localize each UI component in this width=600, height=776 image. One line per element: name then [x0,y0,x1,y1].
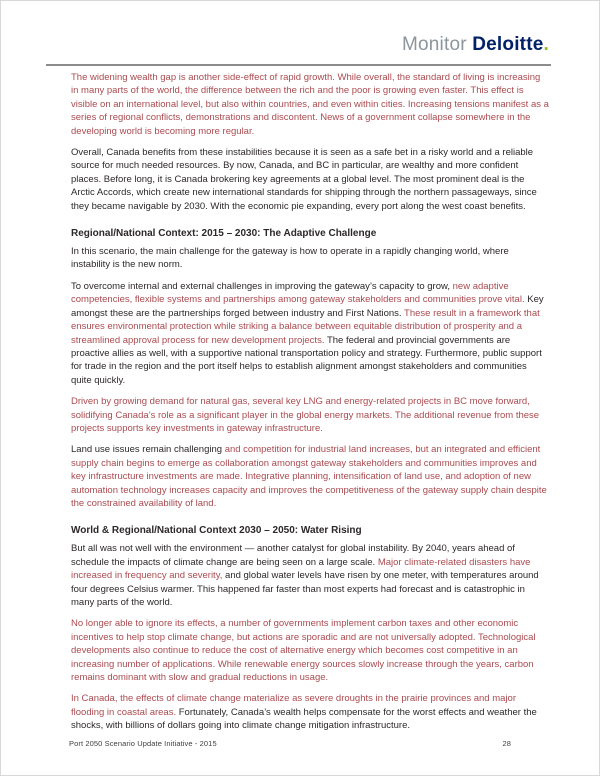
page-number: 28 [502,739,511,748]
paragraph [71,443,549,510]
page-footer [69,739,511,748]
footer-title: Port 2050 Scenario Update Initiative - 2015 [69,739,217,748]
paragraph [71,245,549,272]
body-text: In this scenario, the main challenge for the gateway is how to operate in a rapidly changing world, where instability is the new norm. [71,246,509,271]
paragraph [71,617,549,684]
document-body [71,71,549,741]
highlighted-text: No longer able to ignore its effects, a number of governments implement carbon taxes and other economic incentives to help stop climate change, but actions are sporadic and are not universally adopted. Technological developments also continue to reduce the cost of alternative energy which becomes cost competitive in an increasing number of applications. While renewable energy sources slowly increase through the years, carbon remains dominant with slow and gradual reductions in usage. [71,618,536,684]
highlighted-text: new adaptive competencies, flexible systems and partnerships among gateway stakeholders and communities prove vital. [71,280,528,306]
highlighted-text: Major climate-related disasters have increased in frequency and severity, [71,556,531,582]
logo-deloitte-text: Deloitte [472,34,544,55]
paragraph [71,542,549,609]
highlighted-text: and competition for industrial land increases, but an integrated and efficient supply chain begins to emerge as collaboration amongst gateway stakeholders and communities improves and key infrastructure investments are made. Integrative planning, intensification of land use, and adoption of new automation technology increases capacity and improves the competitiveness of the gateway supply chain despite the constrained availability of land. [71,444,547,509]
section-heading: World & Regional/National Context 2030 – 2050: Water Rising [71,525,362,537]
body-text: Fortunately, Canada’s wealth helps compensate for the worst effects and weather the shocks, with billions of dollars going into climate change mitigation infrastructure. [71,706,537,732]
logo-monitor-text: Monitor [402,34,473,55]
page-header [1,1,599,65]
paragraph [71,280,549,387]
section-heading: Regional/National Context: 2015 – 2030: The Adaptive Challenge [71,228,377,240]
monitor-deloitte-logo [402,34,549,56]
paragraph [71,146,549,213]
body-text: To overcome internal and external challenges in improving the gateway’s capacity to grow, [71,280,453,292]
highlighted-text: These result in a framework that ensures environmental protection while striking a balance between equitable distribution of prosperity and a streamlined approval process for new development projects. [71,307,540,346]
body-text: Land use issues remain challenging [71,444,225,456]
paragraph [71,395,549,435]
body-text: Key amongst these are the partnerships forged between industry and First Nations. [71,294,544,319]
logo-green-dot: . [543,34,549,55]
highlighted-text: In Canada, the effects of climate change materialize as severe droughts in the prairie provinces and major flooding in coastal areas. [71,693,516,718]
highlighted-text: Driven by growing demand for natural gas, several key LNG and energy-related projects in BC move forward, solidifying Canada’s role as a significant player in the global energy markets. The additional revenue from these projects supports key investments in gateway infrastructure. [71,396,540,434]
body-text: and global water levels have risen by one meter, with temperatures around four degrees Celsius warmer. This happened far faster than most experts had forecast and is catastrophic in many parts of the world. [71,570,539,608]
paragraph [71,71,549,138]
highlighted-text: The widening wealth gap is another side-effect of rapid growth. While overall, the standard of living is increasing in many parts of the world, the difference between the rich and the poor is growing even faster. This effect is visible on an international level, but also within countries, and even within cities. Increasing tensions manifest as a series of regional conflicts, demonstrations and discontent. News of a government collapse somewhere in the developing world is becoming more regular. [71,72,549,137]
body-text: But all was not well with the environment — another catalyst for global instability. By 2040, years ahead of schedule the impacts of climate change are being seen on a large scale. [71,543,515,568]
paragraph [71,692,549,732]
header-divider [46,64,551,66]
body-text: The federal and provincial governments are proactive allies as well, with a supportive national transportation policy and strategy. Furthermore, public support for trade in the region and the port itself helps to establish alignment amongst stakeholders and communities quite quickly. [71,334,542,386]
body-text: Overall, Canada benefits from these instabilities because it is seen as a safe bet in a risky world and a reliable source for much needed resources. By now, Canada, and BC in particular, are wealthy and more confident places. Before long, it is Canada brokering key agreements at a global level. The most prominent deal is the Arctic Accords, which create new international standards for shipping through the northern passageways, since they became navigable by 2030. With the economic pie expanding, every port along the west coast benefits. [71,147,537,212]
